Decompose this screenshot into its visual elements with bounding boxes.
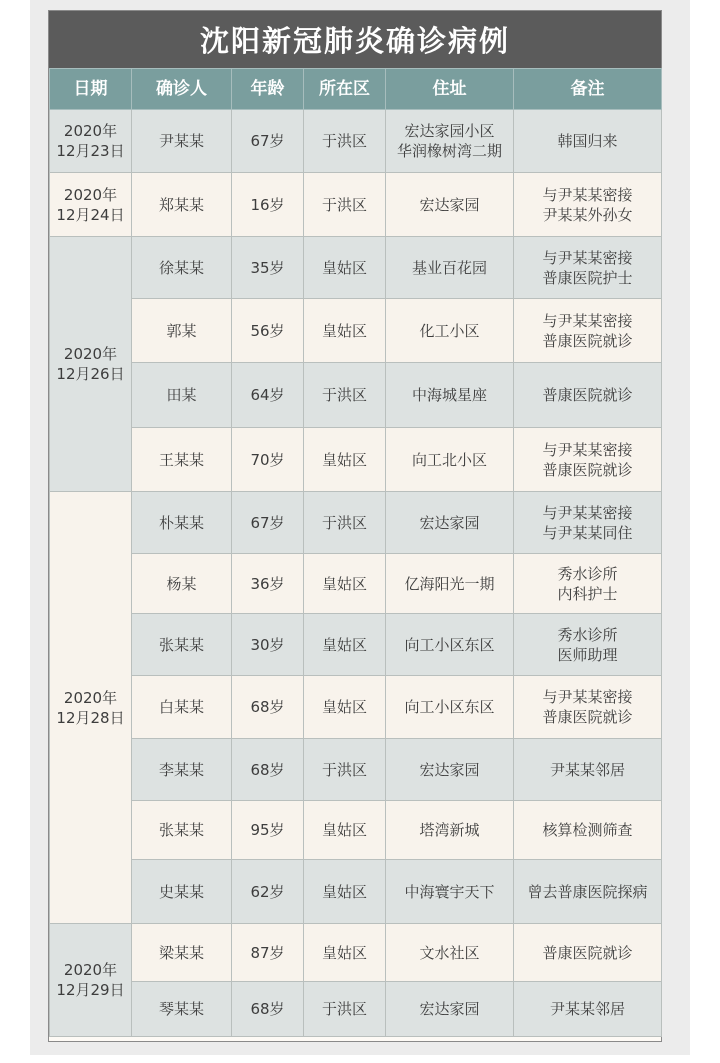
address-cell — [386, 110, 514, 173]
note-cell-line: 尹某某邻居 — [549, 760, 625, 779]
address-cell-line: 向工小区东区 — [404, 698, 495, 716]
district-cell: 皇姑区 — [304, 801, 386, 860]
address-cell-line: 基业百花园 — [411, 258, 487, 277]
header-date: 日期 — [50, 69, 132, 110]
note-cell-line: 秀水诊所 — [557, 564, 618, 583]
age-cell: 30岁 — [232, 614, 304, 676]
age-cell: 87岁 — [232, 924, 304, 982]
date-cell-line: 2020年 — [63, 185, 118, 204]
note-cell-line: 曾去普康医院探病 — [527, 882, 648, 901]
name-cell: 徐某某 — [132, 237, 232, 299]
address-cell-line: 向工小区东区 — [404, 635, 495, 654]
note-cell — [514, 860, 662, 924]
address-cell — [386, 614, 514, 676]
name-cell: 杨某 — [132, 554, 232, 614]
note-cell — [514, 801, 662, 860]
name-cell: 张某某 — [132, 801, 232, 860]
date-cell — [50, 110, 132, 173]
district-cell: 于洪区 — [304, 173, 386, 237]
district-cell: 皇姑区 — [304, 924, 386, 982]
address-cell-line: 宏达家园 — [419, 513, 480, 532]
name-cell: 张某某 — [132, 614, 232, 676]
table-row — [50, 173, 662, 237]
date-cell — [50, 924, 132, 1037]
note-cell — [514, 428, 662, 492]
header-age: 年龄 — [232, 69, 304, 110]
name-cell: 田某 — [132, 363, 232, 428]
district-cell: 皇姑区 — [304, 299, 386, 363]
note-cell — [514, 982, 662, 1037]
age-cell: 68岁 — [232, 982, 304, 1037]
note-cell-line: 普康医院就诊 — [542, 708, 633, 726]
address-cell-line: 塔湾新城 — [419, 821, 480, 839]
note-cell-line: 韩国归来 — [557, 132, 618, 150]
district-cell: 皇姑区 — [304, 428, 386, 492]
name-cell: 朴某某 — [132, 492, 232, 554]
note-cell-line: 与尹某某密接 — [542, 503, 633, 522]
table-row — [50, 428, 662, 492]
age-cell: 70岁 — [232, 428, 304, 492]
note-cell-line: 与尹某某密接 — [542, 440, 633, 459]
note-cell — [514, 924, 662, 982]
address-cell-line: 宏达家园 — [419, 1000, 480, 1018]
table-row — [50, 237, 662, 299]
case-table — [49, 68, 662, 1037]
date-cell — [50, 237, 132, 492]
name-cell: 王某某 — [132, 428, 232, 492]
address-cell — [386, 860, 514, 924]
age-cell: 62岁 — [232, 860, 304, 924]
note-cell-line: 内科护士 — [557, 584, 618, 603]
table-row — [50, 363, 662, 428]
note-cell-line: 与尹某某密接 — [542, 185, 633, 204]
note-cell — [514, 739, 662, 801]
note-cell-line: 普康医院护士 — [542, 268, 633, 287]
address-cell-line: 向工北小区 — [411, 450, 487, 469]
table-row — [50, 860, 662, 924]
note-cell-line: 核算检测筛查 — [542, 821, 633, 839]
date-cell-line: 12月28日 — [56, 708, 125, 727]
table-body — [50, 110, 662, 1037]
address-cell-line: 文水社区 — [419, 943, 480, 962]
table-row — [50, 299, 662, 363]
note-cell — [514, 110, 662, 173]
district-cell: 于洪区 — [304, 363, 386, 428]
address-cell — [386, 237, 514, 299]
address-cell — [386, 492, 514, 554]
age-cell: 64岁 — [232, 363, 304, 428]
note-cell-line: 普康医院就诊 — [542, 386, 633, 404]
address-cell — [386, 982, 514, 1037]
address-cell-line: 华润橡树湾二期 — [396, 142, 502, 160]
table-row — [50, 924, 662, 982]
address-cell — [386, 801, 514, 860]
address-cell-line: 化工小区 — [419, 321, 480, 340]
district-cell: 于洪区 — [304, 739, 386, 801]
table-row — [50, 110, 662, 173]
note-cell-line: 普康医院就诊 — [542, 943, 633, 962]
header-address: 住址 — [386, 69, 514, 110]
district-cell: 于洪区 — [304, 492, 386, 554]
note-cell-line: 医师助理 — [557, 645, 618, 664]
name-cell: 白某某 — [132, 676, 232, 739]
address-cell — [386, 428, 514, 492]
age-cell: 67岁 — [232, 492, 304, 554]
note-cell — [514, 554, 662, 614]
note-cell — [514, 173, 662, 237]
header-district: 所在区 — [304, 69, 386, 110]
name-cell: 尹某某 — [132, 110, 232, 173]
note-cell — [514, 363, 662, 428]
district-cell: 于洪区 — [304, 982, 386, 1037]
address-cell-line: 宏达家园 — [419, 195, 480, 214]
note-cell-line: 尹某某外孙女 — [542, 205, 633, 224]
district-cell: 皇姑区 — [304, 237, 386, 299]
note-cell-line: 尹某某邻居 — [549, 1000, 625, 1018]
date-cell-line: 12月24日 — [56, 205, 125, 224]
address-cell-line: 中海城星座 — [411, 386, 487, 404]
address-cell-line: 中海寰宇天下 — [404, 882, 495, 901]
address-cell — [386, 363, 514, 428]
address-cell-line: 宏达家园小区 — [404, 122, 495, 140]
district-cell: 皇姑区 — [304, 676, 386, 739]
age-cell: 16岁 — [232, 173, 304, 237]
district-cell: 皇姑区 — [304, 554, 386, 614]
address-cell — [386, 676, 514, 739]
district-cell: 皇姑区 — [304, 614, 386, 676]
age-cell: 36岁 — [232, 554, 304, 614]
header-note: 备注 — [514, 69, 662, 110]
address-cell-line: 亿海阳光一期 — [404, 574, 495, 593]
date-cell — [50, 173, 132, 237]
note-cell — [514, 237, 662, 299]
case-table-card — [48, 10, 662, 1042]
note-cell — [514, 492, 662, 554]
table-row — [50, 676, 662, 739]
address-cell — [386, 739, 514, 801]
age-cell: 68岁 — [232, 676, 304, 739]
note-cell — [514, 299, 662, 363]
name-cell: 史某某 — [132, 860, 232, 924]
district-cell: 于洪区 — [304, 110, 386, 173]
address-cell-line: 宏达家园 — [419, 760, 480, 779]
note-cell-line: 普康医院就诊 — [542, 460, 633, 479]
date-cell-line: 2020年 — [63, 688, 118, 707]
age-cell: 67岁 — [232, 110, 304, 173]
table-row — [50, 554, 662, 614]
age-cell: 35岁 — [232, 237, 304, 299]
note-cell — [514, 614, 662, 676]
address-cell — [386, 173, 514, 237]
note-cell-line: 普康医院就诊 — [542, 331, 633, 350]
age-cell: 68岁 — [232, 739, 304, 801]
table-row — [50, 614, 662, 676]
table-row — [50, 801, 662, 860]
page-title: 沈阳新冠肺炎确诊病例 — [49, 11, 661, 68]
table-header-row — [50, 69, 662, 110]
address-cell — [386, 299, 514, 363]
date-cell-line: 12月23日 — [56, 142, 125, 160]
table-row — [50, 739, 662, 801]
note-cell-line: 秀水诊所 — [557, 625, 618, 644]
name-cell: 李某某 — [132, 739, 232, 801]
date-cell-line: 2020年 — [63, 961, 118, 979]
date-cell-line: 12月26日 — [56, 365, 125, 383]
date-cell-line: 2020年 — [63, 122, 118, 140]
note-cell-line: 与尹某某密接 — [542, 311, 633, 330]
table-row — [50, 982, 662, 1037]
name-cell: 梁某某 — [132, 924, 232, 982]
note-cell-line: 与尹某某密接 — [542, 248, 633, 267]
header-name: 确诊人 — [132, 69, 232, 110]
table-row — [50, 492, 662, 554]
name-cell: 郭某 — [132, 299, 232, 363]
age-cell: 95岁 — [232, 801, 304, 860]
district-cell: 皇姑区 — [304, 860, 386, 924]
date-cell-line: 12月29日 — [56, 981, 125, 999]
name-cell: 郑某某 — [132, 173, 232, 237]
note-cell — [514, 676, 662, 739]
date-cell — [50, 492, 132, 924]
name-cell: 琴某某 — [132, 982, 232, 1037]
address-cell — [386, 924, 514, 982]
note-cell-line: 与尹某某同住 — [542, 523, 633, 542]
address-cell — [386, 554, 514, 614]
age-cell: 56岁 — [232, 299, 304, 363]
date-cell-line: 2020年 — [63, 345, 118, 363]
note-cell-line: 与尹某某密接 — [542, 688, 633, 706]
